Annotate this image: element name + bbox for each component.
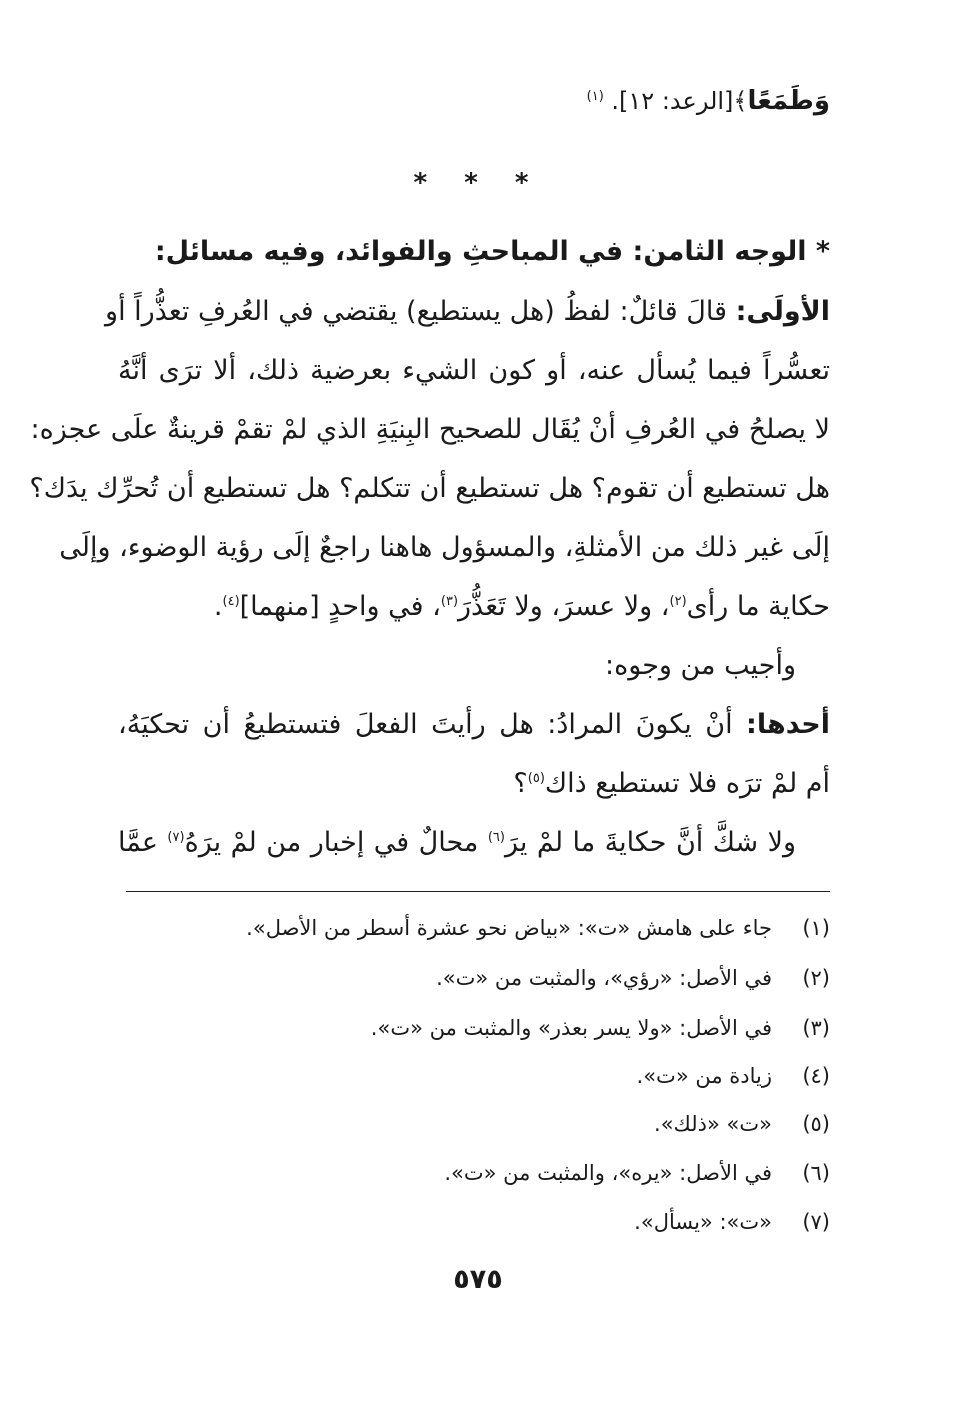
footnote-text: في الأصل: «رؤي»، والمثبت من «ت».	[436, 966, 772, 990]
text-line: هل تستطيع أن تقوم؟ هل تستطيع أن تتكلم؟ هل تستطيع أن تُحرِّك يدَك؟	[29, 473, 830, 504]
footnote	[246, 918, 830, 939]
text-line: لا يصلحُ في العُرفِ أنْ يُقَال للصحيح البِنيَةِ الذي لمْ تقمْ قرينةٌ علَى عجزه:	[30, 414, 830, 445]
text-line: ولا شكَّ أنَّ حكايةَ ما لمْ يرَ$^{(٦)}$ محالٌ في إخبار من لمْ يرَهُ$^{(٧)}$ عمَّا	[118, 827, 797, 858]
text-line: أم لمْ ترَه فلا تستطيع ذاك$^{(٥)}$؟	[513, 768, 830, 799]
footnote-marker: (٢)	[669, 594, 687, 609]
page-number: ٥٧٥	[453, 1264, 503, 1295]
footnote	[371, 1018, 830, 1039]
section-heading: * الوجه الثامن: في المباحثِ والفوائد، وفيه مسائل:	[154, 236, 830, 267]
text-line: تعسُّراً فيما يُسأل عنه، أو كون الشيء بعرضية ذلك، ألا ترَى أنَّهُ	[118, 355, 830, 386]
verse-reference: ﴾[الرعد: ١٢].	[603, 87, 748, 115]
footnote-number: (١)	[802, 916, 830, 940]
footnote-marker: (٣)	[440, 594, 459, 609]
quran-verse-line	[118, 88, 830, 114]
footnote-marker: (٥)	[527, 771, 545, 786]
footnote-text: جاء على هامش «ت»: «بياض نحو عشرة أسطر من الأصل».	[246, 916, 772, 940]
footnote-number: (٦)	[802, 1161, 830, 1185]
footnote-marker: (١)	[586, 89, 604, 104]
section-separator: * * *	[413, 168, 543, 198]
paragraph-lead: أحدها:	[746, 709, 830, 740]
footnote-text: في الأصل: «يره»، والمثبت من «ت».	[444, 1161, 772, 1185]
footnote-number: (٢)	[802, 966, 830, 990]
footnote-text: زيادة من «ت».	[636, 1064, 772, 1088]
footnote	[436, 968, 830, 989]
footnote	[637, 1066, 830, 1087]
footnote-number: (٧)	[802, 1210, 830, 1234]
text-line: الأولَى: قالَ قائلٌ: لفظُ (هل يستطيع) يقتضي في العُرفِ تعذُّراً أو	[105, 296, 830, 327]
paragraph-lead: الأولَى:	[735, 296, 830, 327]
footnote-marker: (٤)	[222, 594, 240, 609]
footnote-number: (٤)	[802, 1064, 830, 1088]
footnote-text: «ت» «ذلك».	[654, 1112, 772, 1136]
text-line: حكاية ما رأى$^{(٢)}$، ولا عسرَ، ولا تَعَذُّرَ$^{(٣)}$، في واحدٍ [منهما]$^{(٤)}$.	[213, 591, 830, 622]
text-line: أحدها: أنْ يكونَ المرادُ: هل رأيتَ الفعلَ فتستطيعُ أن تحكيَهُ،	[118, 709, 830, 740]
footnote	[634, 1212, 830, 1233]
footnote-text: في الأصل: «ولا يسر بعذر» والمثبت من «ت».	[370, 1016, 772, 1040]
text-line: وأجيب من وجوه:	[605, 650, 796, 681]
footnote	[444, 1163, 830, 1184]
footnote-number: (٥)	[802, 1112, 830, 1136]
footnote-divider	[126, 891, 830, 892]
footnote-marker: (٦)	[487, 830, 505, 845]
footnote-number: (٣)	[802, 1016, 830, 1040]
footnote	[654, 1114, 830, 1135]
text-line: إلَى غير ذلك من الأمثلةِ، والمسؤول هاهنا راجعٌ إلَى رؤية الوضوء، وإلَى	[59, 532, 830, 563]
footnote-text: «ت»: «يسأل».	[634, 1210, 772, 1234]
footnote-marker: (٧)	[167, 830, 185, 845]
quran-text: وَطَمَعًا	[747, 86, 830, 116]
